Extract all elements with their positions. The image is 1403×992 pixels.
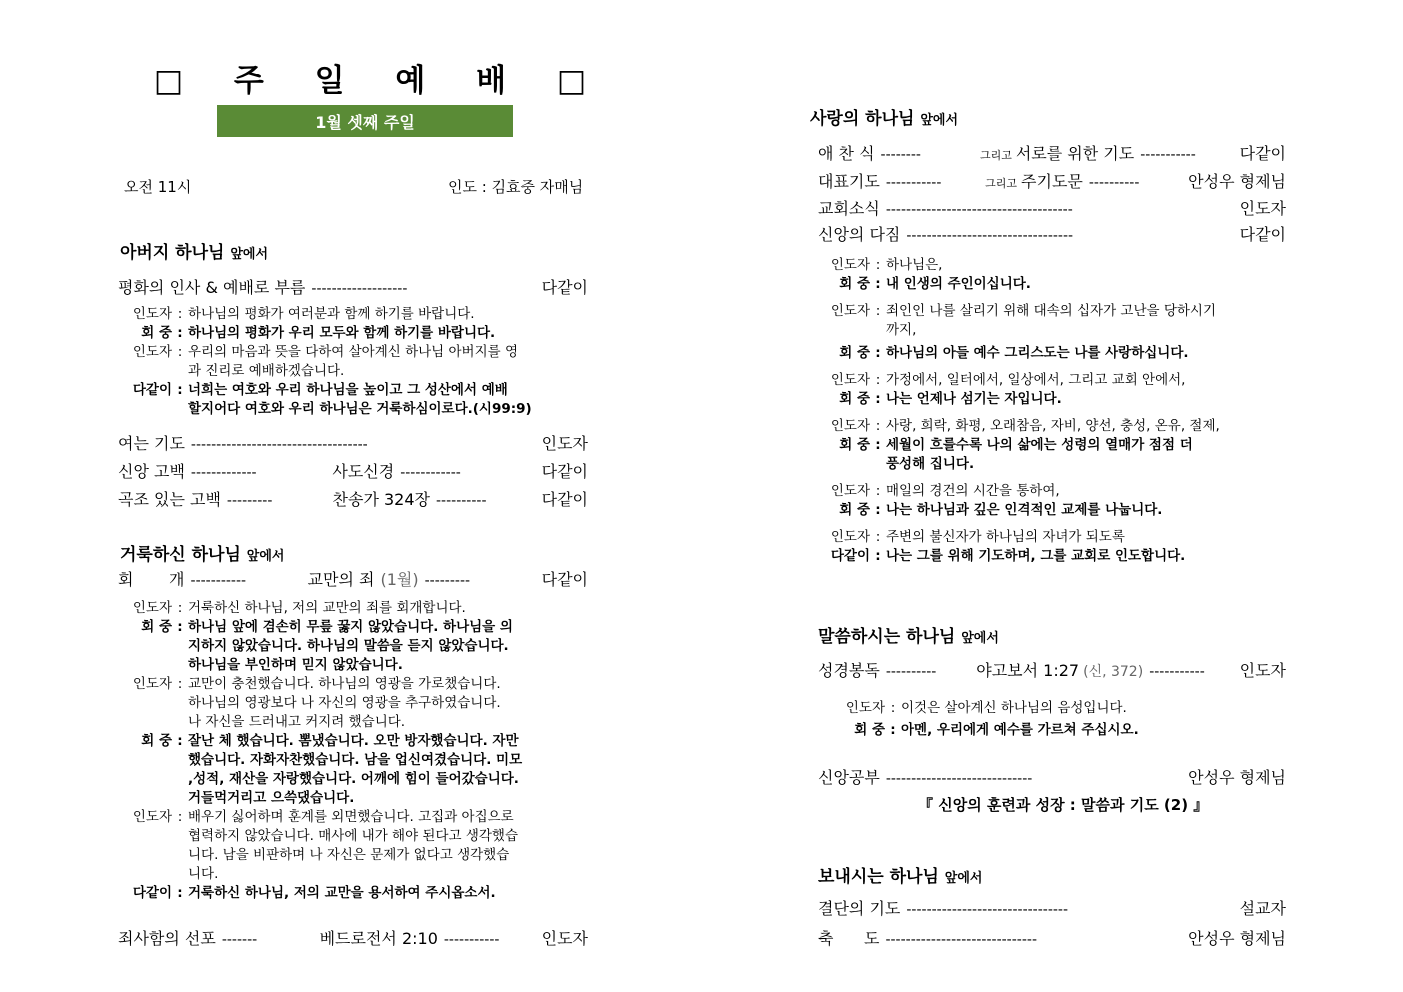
speaker-separator xyxy=(172,362,188,381)
order-content: 베드로전서 2:10 xyxy=(319,929,438,948)
dialogue-line xyxy=(110,362,580,381)
dialogue-text: 사랑, 희락, 화평, 오래참음, 자비, 양선, 충성, 온유, 절제, xyxy=(886,418,1220,434)
order-item-representative-prayer xyxy=(818,169,1286,192)
section-suffix: 앞에서 xyxy=(961,631,999,646)
order-item-scripture xyxy=(818,658,1286,681)
service-title: □ 주 일 예 배 □ xyxy=(153,63,607,99)
order-leader: ----------------------------------- xyxy=(190,437,368,453)
order-conjunction: 그리고 xyxy=(985,177,1018,190)
order-content: 찬송가 324장 xyxy=(332,490,430,509)
order-item-study xyxy=(818,765,1286,788)
dialogue-line xyxy=(110,637,580,656)
dialogue-line xyxy=(808,482,1278,501)
speaker-separator: : xyxy=(875,529,881,545)
dialogue-text: 나는 그를 위해 기도하며, 그를 교회로 인도합니다. xyxy=(886,548,1186,564)
speaker xyxy=(110,846,172,865)
dialogue-text: 거룩하신 하나님, 저의 교만의 죄를 회개합니다. xyxy=(188,600,466,616)
order-leader: ----------- xyxy=(1149,664,1205,680)
dialogue-line xyxy=(823,697,1263,719)
speaker-separator: : xyxy=(890,722,896,738)
speaker: 인도자 xyxy=(132,600,172,616)
speaker xyxy=(808,321,870,340)
dialogue-line xyxy=(110,751,580,770)
dialogue-text: 하나님은, xyxy=(886,257,943,273)
speaker xyxy=(110,400,172,419)
speaker-separator: : xyxy=(177,809,183,825)
dialogue-text: 거들먹거리고 으쓱댔습니다. xyxy=(188,790,355,806)
section-name: 말씀하시는 하나님 xyxy=(818,627,956,647)
order-item-hymn xyxy=(118,487,588,510)
order-role: 인도자 xyxy=(541,929,588,948)
order-label: 애 찬 식 xyxy=(818,144,875,163)
order-leader: ---------- xyxy=(885,664,937,680)
order-label: 신앙의 다짐 xyxy=(818,225,901,244)
order-content: 주기도문 xyxy=(1021,172,1083,191)
dialogue-line xyxy=(808,302,1278,321)
dialogue-line xyxy=(110,675,580,694)
dialogue-text: 하나님의 평화가 우리 모두와 함께 하기를 바랍니다. xyxy=(188,325,496,341)
service-time: 오전 11시 xyxy=(124,178,192,196)
dialogue-line xyxy=(110,732,580,751)
speaker: 다같이 xyxy=(830,548,870,564)
order-item-repentance xyxy=(118,567,588,590)
speaker-separator: : xyxy=(177,306,183,322)
speaker xyxy=(110,789,172,808)
dialogue-text: 나 자신을 드러내고 커지려 했습니다. xyxy=(188,714,406,730)
speaker-separator xyxy=(172,400,188,419)
speaker-separator: : xyxy=(875,418,881,434)
order-leader: ----------- xyxy=(190,573,247,589)
speaker: 다같이 xyxy=(132,885,172,901)
dialogue-line xyxy=(110,884,580,903)
speaker-separator xyxy=(172,656,188,675)
dialogue-text: 니다. 남을 비판하며 나 자신은 문제가 없다고 생각했습 xyxy=(188,847,510,863)
order-label: 평화의 인사 & 예배로 부름 xyxy=(118,278,306,297)
section-heading xyxy=(810,104,958,129)
speaker-separator xyxy=(172,713,188,732)
speaker-separator xyxy=(172,770,188,789)
speaker: 인도자 xyxy=(132,306,172,322)
order-leader: ----------- xyxy=(885,175,942,191)
speaker-separator: : xyxy=(177,885,183,901)
dialogue-line xyxy=(808,371,1278,390)
dialogue-line xyxy=(110,618,580,637)
order-leader: -------- xyxy=(880,147,921,163)
speaker: 인도자 xyxy=(830,418,870,434)
dialogue-line xyxy=(110,827,580,846)
speaker-separator: : xyxy=(875,345,881,361)
order-label: 여는 기도 xyxy=(118,434,185,453)
speaker-separator: : xyxy=(875,303,881,319)
dialogue-line xyxy=(808,436,1278,455)
study-title: 『 신앙의 훈련과 성장 : 말씀과 기도 (2) 』 xyxy=(918,796,1209,814)
order-leader: ----------- xyxy=(443,932,500,948)
order-label: 죄사함의 선포 xyxy=(118,929,216,948)
speaker-separator: : xyxy=(177,619,183,635)
dialogue-text: 할지어다 여호와 우리 하나님은 거룩하심이로다.(시99:9) xyxy=(188,401,532,417)
section-name: 보내시는 하나님 xyxy=(818,867,939,887)
dialogue-text: 배우기 싫어하며 훈계를 외면했습니다. 고집과 아집으로 xyxy=(188,809,514,825)
dialogue-text: 우리의 마음과 뜻을 다하여 살아계신 하나님 아버지를 영 xyxy=(188,344,518,360)
order-role: 안성우 형제님 xyxy=(1188,929,1286,948)
order-content: 교만의 죄 xyxy=(307,570,375,589)
dialogue-line xyxy=(110,324,580,343)
speaker: 회 중 xyxy=(854,722,885,738)
dialogue-line xyxy=(110,305,580,324)
speaker: 회 중 xyxy=(839,502,870,518)
dialogue-text: 세월이 흐를수록 나의 삶에는 성령의 열매가 점점 더 xyxy=(886,437,1193,453)
speaker: 인도자 xyxy=(132,676,172,692)
order-label: 대표기도 xyxy=(818,172,880,191)
dialogue-text: 하나님 앞에 겸손히 무릎 꿇지 않았습니다. 하나님을 의 xyxy=(188,619,513,635)
order-item-benediction xyxy=(818,926,1286,949)
order-role: 설교자 xyxy=(1239,899,1286,918)
dialogue-text: 하나님의 영광보다 나 자신의 영광을 추구하였습니다. xyxy=(188,695,501,711)
section-suffix: 앞에서 xyxy=(246,549,285,564)
section-heading xyxy=(120,540,284,565)
order-item-pledge xyxy=(818,222,1286,245)
speaker: 인도자 xyxy=(830,303,870,319)
dialogue-line xyxy=(808,547,1278,566)
speaker-separator xyxy=(172,637,188,656)
order-leader: --------- xyxy=(226,493,273,509)
order-label: 성경봉독 xyxy=(818,661,880,680)
speaker: 인도자 xyxy=(830,257,870,273)
speaker: 회 중 xyxy=(839,345,870,361)
dialogue-text: 지하지 않았습니다. 하나님의 말씀을 듣지 않았습니다. xyxy=(188,638,509,654)
dialogue-text: 협력하지 않았습니다. 매사에 내가 해야 된다고 생각했습 xyxy=(188,828,518,844)
order-leader: --------- xyxy=(424,573,471,589)
order-role: 다같이 xyxy=(541,278,588,297)
section-name: 거룩하신 하나님 xyxy=(120,545,241,565)
dialogue-text: 하나님의 평화가 여러분과 함께 하기를 바랍니다. xyxy=(188,306,475,322)
dialogue-block xyxy=(110,305,580,419)
dialogue-text: 거룩하신 하나님, 저의 교만을 용서하여 주시옵소서. xyxy=(188,885,496,901)
speaker xyxy=(110,770,172,789)
dialogue-text: 잘난 체 했습니다. 뽐냈습니다. 오만 방자했습니다. 자만 xyxy=(188,733,519,749)
speaker-separator: : xyxy=(875,257,881,273)
dialogue-line xyxy=(110,400,580,419)
speaker xyxy=(110,362,172,381)
speaker: 회 중 xyxy=(141,733,172,749)
dialogue-line xyxy=(110,381,580,400)
dialogue-text: 매일의 경건의 시간을 통하여, xyxy=(886,483,1060,499)
order-item-love-feast xyxy=(818,141,1286,164)
order-role: 안성우 형제님 xyxy=(1188,768,1286,787)
dialogue-text: 내 인생의 주인이십니다. xyxy=(886,276,1031,292)
dialogue-line xyxy=(110,694,580,713)
speaker-separator: : xyxy=(890,700,896,716)
dialogue-line xyxy=(808,390,1278,409)
dialogue-text: 너희는 여호와 우리 하나님을 높이고 그 성산에서 예배 xyxy=(188,382,508,398)
speaker-separator: : xyxy=(177,344,183,360)
section-heading xyxy=(818,862,982,887)
order-leader: ------- xyxy=(221,932,258,948)
speaker-separator: : xyxy=(177,676,183,692)
dialogue-text: 아멘, 우리에게 예수를 가르쳐 주십시오. xyxy=(901,722,1139,738)
order-label: 교회소식 xyxy=(818,199,880,218)
speaker: 인도자 xyxy=(845,700,885,716)
order-leader: ----------------------------- xyxy=(885,771,1033,787)
dialogue-line xyxy=(110,599,580,618)
dialogue-line xyxy=(808,256,1278,275)
order-leader: ------------------------------------- xyxy=(885,202,1073,218)
speaker xyxy=(110,713,172,732)
section-heading xyxy=(818,622,999,647)
speaker-separator xyxy=(172,751,188,770)
dialogue-text: 했습니다. 자화자찬했습니다. 남을 업신여겼습니다. 미모 xyxy=(188,752,523,768)
order-role: 다같이 xyxy=(1239,144,1286,163)
dialogue-text: 하나님의 아들 예수 그리스도는 나를 사랑하십니다. xyxy=(886,345,1189,361)
order-leader: ----------- xyxy=(1140,147,1196,163)
dialogue-text: 주변의 불신자가 하나님의 자녀가 되도록 xyxy=(886,529,1125,545)
dialogue-line xyxy=(808,321,1278,340)
dialogue-line xyxy=(110,789,580,808)
speaker xyxy=(110,751,172,770)
dialogue-block xyxy=(808,256,1278,566)
speaker: 회 중 xyxy=(141,325,172,341)
order-item-news xyxy=(818,196,1286,219)
order-content: 야고보서 1:27 xyxy=(976,661,1080,680)
speaker-separator xyxy=(172,865,188,884)
order-role: 인도자 xyxy=(1239,199,1286,218)
dialogue-text: 죄인인 나를 살리기 위해 대속의 십자가 고난을 당하시기 xyxy=(886,303,1216,319)
dialogue-line xyxy=(110,808,580,827)
speaker-separator: : xyxy=(177,382,183,398)
dialogue-text: 까지, xyxy=(886,322,917,338)
order-item-creed xyxy=(118,459,588,482)
speaker-separator: : xyxy=(875,483,881,499)
dialogue-text: ,성적, 재산을 자랑했습니다. 어깨에 힘이 들어갔습니다. xyxy=(188,771,519,787)
dialogue-line xyxy=(110,770,580,789)
dialogue-block xyxy=(110,599,580,903)
order-label: 곡조 있는 고백 xyxy=(118,490,221,509)
dialogue-line xyxy=(808,455,1278,474)
dialogue-text: 나는 하나님과 깊은 인격적인 교제를 나눕니다. xyxy=(886,502,1163,518)
order-role: 다같이 xyxy=(541,570,588,589)
dialogue-text: 가정에서, 일터에서, 일상에서, 그리고 교회 안에서, xyxy=(886,372,1186,388)
speaker: 인도자 xyxy=(132,344,172,360)
order-leader: -------------------------------- xyxy=(906,902,1069,918)
speaker-separator: : xyxy=(875,548,881,564)
dialogue-line xyxy=(823,719,1263,741)
speaker-separator: : xyxy=(875,372,881,388)
dialogue-line xyxy=(808,275,1278,294)
section-heading xyxy=(120,238,268,263)
speaker: 회 중 xyxy=(141,619,172,635)
speaker xyxy=(808,455,870,474)
order-leader: ------------ xyxy=(400,465,461,481)
order-item-prayer xyxy=(118,431,588,454)
speaker-separator: : xyxy=(875,276,881,292)
dialogue-line xyxy=(110,846,580,865)
dialogue-line xyxy=(110,865,580,884)
dialogue-line xyxy=(110,713,580,732)
order-leader: ------------------------------ xyxy=(885,932,1037,948)
order-role: 인도자 xyxy=(541,434,588,453)
dialogue-block xyxy=(823,697,1263,741)
order-leader: --------------------------------- xyxy=(906,228,1074,244)
order-leader: ---------- xyxy=(436,493,487,509)
dialogue-line xyxy=(808,417,1278,436)
order-leader: ------------------- xyxy=(311,281,408,297)
speaker-separator: : xyxy=(177,325,183,341)
speaker-separator: : xyxy=(875,437,881,453)
order-label: 신앙 고백 xyxy=(118,462,185,481)
section-suffix: 앞에서 xyxy=(944,871,983,886)
order-role: 안성우 형제님 xyxy=(1188,172,1286,191)
speaker-separator xyxy=(172,827,188,846)
order-content: 서로를 위한 기도 xyxy=(1015,144,1135,163)
speaker-separator xyxy=(172,694,188,713)
speaker: 인도자 xyxy=(830,529,870,545)
speaker-separator: : xyxy=(177,600,183,616)
dialogue-text: 나는 언제나 섬기는 자입니다. xyxy=(886,391,1062,407)
speaker xyxy=(110,637,172,656)
speaker: 회 중 xyxy=(839,391,870,407)
speaker-separator xyxy=(172,789,188,808)
order-role: 다같이 xyxy=(1239,225,1286,244)
service-leader: 인도 : 김효중 자매님 xyxy=(448,178,584,196)
order-item-decision xyxy=(818,896,1286,919)
speaker-separator xyxy=(172,846,188,865)
speaker-separator xyxy=(870,321,886,340)
speaker: 회 중 xyxy=(839,276,870,292)
order-role: 다같이 xyxy=(541,490,588,509)
order-content: 사도신경 xyxy=(332,462,395,481)
order-conjunction: 그리고 xyxy=(979,149,1012,162)
order-label: 회 개 xyxy=(118,570,185,589)
order-role: 다같이 xyxy=(541,462,588,481)
speaker xyxy=(110,694,172,713)
order-leader: ---------- xyxy=(1088,175,1140,191)
dialogue-line xyxy=(808,344,1278,363)
speaker: 회 중 xyxy=(839,437,870,453)
order-label: 신앙공부 xyxy=(818,768,880,787)
section-name: 아버지 하나님 xyxy=(120,243,225,263)
speaker: 인도자 xyxy=(830,483,870,499)
order-content-note: (1월) xyxy=(380,570,419,589)
dialogue-text: 하나님을 부인하며 믿지 않았습니다. xyxy=(188,657,403,673)
order-item-absolution xyxy=(118,926,588,949)
speaker-separator xyxy=(870,455,886,474)
dialogue-text: 풍성해 집니다. xyxy=(886,456,975,472)
dialogue-line xyxy=(110,343,580,362)
order-item-greeting xyxy=(118,275,588,298)
speaker: 다같이 xyxy=(132,382,172,398)
speaker-separator: : xyxy=(875,502,881,518)
order-label: 축 도 xyxy=(818,929,880,948)
dialogue-text: 니다. xyxy=(188,866,219,882)
week-band: 1월 셋째 주일 xyxy=(217,105,513,137)
order-leader: ------------- xyxy=(190,465,257,481)
dialogue-line xyxy=(110,656,580,675)
section-suffix: 앞에서 xyxy=(230,247,269,262)
order-role: 인도자 xyxy=(1239,661,1286,680)
speaker xyxy=(110,865,172,884)
speaker xyxy=(110,827,172,846)
speaker: 인도자 xyxy=(830,372,870,388)
dialogue-line xyxy=(808,501,1278,520)
dialogue-text: 과 진리로 예배하겠습니다. xyxy=(188,363,345,379)
dialogue-line xyxy=(808,528,1278,547)
speaker xyxy=(110,656,172,675)
order-label: 결단의 기도 xyxy=(818,899,901,918)
order-content-note: (신, 372) xyxy=(1083,664,1144,680)
speaker-separator: : xyxy=(875,391,881,407)
speaker: 인도자 xyxy=(132,809,172,825)
speaker-separator: : xyxy=(177,733,183,749)
section-name: 사랑의 하나님 xyxy=(810,109,915,129)
dialogue-text: 교만이 충천했습니다. 하나님의 영광을 가로챘습니다. xyxy=(188,676,501,692)
section-suffix: 앞에서 xyxy=(920,113,959,128)
dialogue-text: 이것은 살아계신 하나님의 음성입니다. xyxy=(901,700,1127,716)
